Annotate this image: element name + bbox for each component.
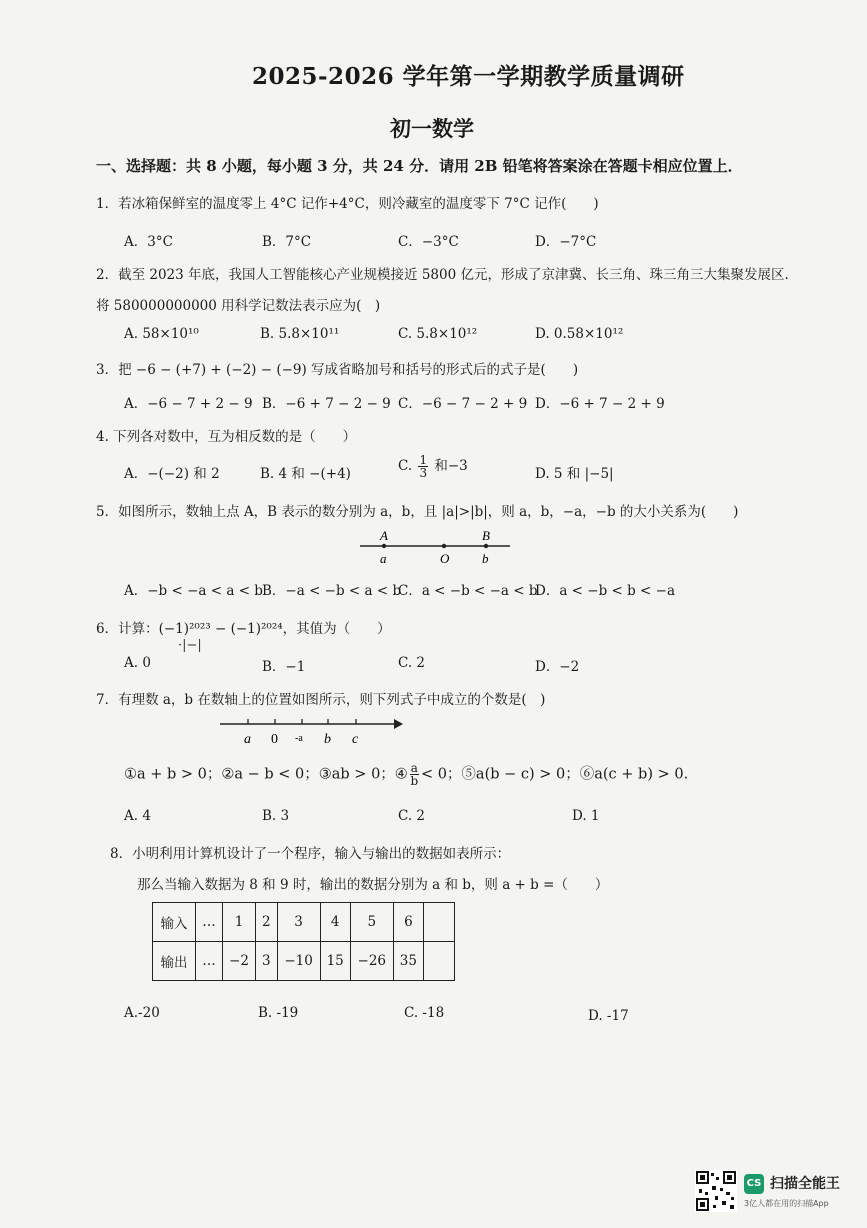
q1-option-b: B．7°C bbox=[262, 234, 312, 250]
table-cell: 3 bbox=[277, 903, 320, 942]
q8-option-a: A.-20 bbox=[124, 1005, 160, 1021]
q3-option-b: B．−6 + 7 − 2 − 9 bbox=[262, 396, 391, 412]
q4-option-c bbox=[398, 454, 468, 479]
q8-option-c: C. -18 bbox=[404, 1005, 445, 1021]
label-B: B bbox=[482, 528, 490, 543]
camscanner-logo: CS bbox=[744, 1174, 764, 1194]
axis-arrow-icon bbox=[394, 719, 403, 729]
q4-option-c-prefix: C. bbox=[398, 458, 413, 474]
point-b bbox=[484, 544, 488, 548]
table-cell: −2 bbox=[223, 942, 256, 981]
label-O: O bbox=[440, 551, 450, 566]
q3-option-d: D．−6 + 7 − 2 + 9 bbox=[535, 396, 665, 412]
q4-option-d: D. 5 和 |−5| bbox=[535, 466, 614, 482]
section-heading: 一、选择题：共 8 小题，每小题 3 分，共 24 分．请用 2B 铅笔将答案涂在答题卡相应位置上． bbox=[96, 157, 743, 175]
table-cell bbox=[423, 942, 454, 981]
question-5: 5．如图所示，数轴上点 A，B 表示的数分别为 a，b，且 |a|>|b|，则 a，b，−a，−b 的大小关系为( ) bbox=[96, 504, 739, 520]
label-A: A bbox=[380, 528, 388, 543]
fraction-numerator: 1 bbox=[419, 453, 428, 467]
q3-option-c: C．−6 − 7 − 2 + 9 bbox=[398, 396, 528, 412]
table-cell: 15 bbox=[320, 942, 350, 981]
table-cell bbox=[423, 903, 454, 942]
label-c: c bbox=[352, 732, 359, 747]
q6-option-a: A. 0 bbox=[124, 655, 151, 671]
brand-tagline: 3亿人都在用的扫描App bbox=[744, 1199, 829, 1208]
q1-option-d: D．−7°C bbox=[535, 234, 597, 250]
label-zero: 0 bbox=[271, 732, 278, 747]
point-a bbox=[382, 544, 386, 548]
q7-option-a: A. 4 bbox=[124, 808, 151, 824]
q6-option-d: D．−2 bbox=[535, 659, 580, 675]
table-cell: 5 bbox=[350, 903, 393, 942]
q5-option-a: A．−b < −a < a < b bbox=[124, 583, 263, 599]
q7-option-d: D. 1 bbox=[572, 808, 600, 824]
question-4: 4. 下列各对数中，互为相反数的是（ ） bbox=[96, 429, 357, 445]
q7-expressions bbox=[124, 762, 688, 787]
q6-option-b: B．−1 bbox=[262, 659, 306, 675]
q8-option-b: B. -19 bbox=[258, 1005, 299, 1021]
label-b: b bbox=[324, 732, 331, 747]
q5-option-d: D．a < −b < b < −a bbox=[535, 583, 676, 599]
number-line-q5 bbox=[355, 526, 520, 568]
table-row-output bbox=[153, 942, 455, 981]
q5-option-b: B．−a < −b < a < b bbox=[262, 583, 402, 599]
q7-expr-part1: ①a + b > 0；②a − b < 0；③ab > 0；④ bbox=[124, 766, 408, 783]
fraction-denominator: b bbox=[410, 774, 419, 788]
q4-option-a: A．−(−2) 和 2 bbox=[124, 466, 220, 482]
question-8-line2: 那么当输入数据为 8 和 9 时，输出的数据分别为 a 和 b，则 a + b =（ ） bbox=[137, 877, 609, 893]
table-cell: 2 bbox=[256, 903, 278, 942]
question-2-line2: 将 580000000000 用科学记数法表示应为( ) bbox=[96, 298, 381, 314]
fraction-numerator: a bbox=[410, 761, 418, 775]
table-cell: 4 bbox=[320, 903, 350, 942]
table-cell: −26 bbox=[350, 942, 393, 981]
label-a: a bbox=[244, 732, 251, 747]
q2-option-d: D. 0.58×10¹² bbox=[535, 326, 624, 342]
qr-code-icon bbox=[695, 1170, 737, 1212]
label-b: b bbox=[482, 551, 489, 566]
q7-option-b: B. 3 bbox=[262, 808, 290, 824]
handwritten-scribble: ·|−| bbox=[178, 638, 202, 653]
brand-name: 扫描全能王 bbox=[770, 1176, 840, 1192]
question-1: 1．若冰箱保鲜室的温度零上 4°C 记作+4°C，则冷藏室的温度零下 7°C 记作( ) bbox=[96, 196, 599, 212]
label-a: a bbox=[380, 551, 387, 566]
table-cell: 6 bbox=[393, 903, 423, 942]
table-cell: 输入 bbox=[153, 903, 196, 942]
number-line-q7 bbox=[215, 714, 410, 748]
point-origin bbox=[442, 544, 446, 548]
q4-option-c-suffix: 和−3 bbox=[434, 458, 468, 474]
table-cell: 3 bbox=[256, 942, 278, 981]
question-6: 6．计算：(−1)²⁰²³ − (−1)²⁰²⁴，其值为（ ） bbox=[96, 621, 391, 637]
question-3: 3．把 −6 − (+7) + (−2) − (−9) 写成省略加号和括号的形式后的式子是( ) bbox=[96, 362, 579, 378]
question-2-line1: 2．截至 2023 年底，我国人工智能核心产业规模接近 5800 亿元，形成了京津冀、长三角、珠三角三大集聚发展区. bbox=[96, 267, 789, 283]
table-cell: … bbox=[196, 942, 223, 981]
q6-option-c: C. 2 bbox=[398, 655, 426, 671]
fraction-denominator: 3 bbox=[419, 466, 428, 480]
io-table bbox=[152, 902, 455, 981]
q7-expr-part2: < 0；⑤a(b − c) > 0；⑥a(c + b) > 0. bbox=[420, 766, 689, 783]
q4-option-c-fraction bbox=[418, 454, 428, 479]
q5-option-c: C．a < −b < −a < b bbox=[398, 583, 538, 599]
table-cell: … bbox=[196, 903, 223, 942]
table-cell: −10 bbox=[277, 942, 320, 981]
table-row-input bbox=[153, 903, 455, 942]
q3-option-a: A．−6 − 7 + 2 − 9 bbox=[124, 396, 253, 412]
exam-title: 2025-2026 学年第一学期教学质量调研 bbox=[252, 63, 685, 90]
table-cell: 35 bbox=[393, 942, 423, 981]
q8-option-d: D. -17 bbox=[588, 1008, 629, 1024]
q7-fraction bbox=[410, 762, 419, 787]
q1-option-a: A．3°C bbox=[124, 234, 173, 250]
table-cell: 输出 bbox=[153, 942, 196, 981]
q4-option-b: B. 4 和 −(+4) bbox=[260, 466, 351, 482]
q2-option-c: C. 5.8×10¹² bbox=[398, 326, 478, 342]
q2-option-a: A. 58×10¹⁰ bbox=[124, 326, 199, 342]
table-cell: 1 bbox=[223, 903, 256, 942]
question-8-line1: 8．小明利用计算机设计了一个程序，输入与输出的数据如表所示： bbox=[110, 846, 511, 862]
q7-option-c: C. 2 bbox=[398, 808, 426, 824]
label-neg-a: -a bbox=[295, 733, 303, 744]
exam-subtitle: 初一数学 bbox=[390, 116, 474, 141]
question-7: 7．有理数 a，b 在数轴上的位置如图所示，则下列式子中成立的个数是( ) bbox=[96, 692, 546, 708]
q1-option-c: C．−3°C bbox=[398, 234, 459, 250]
q2-option-b: B. 5.8×10¹¹ bbox=[260, 326, 340, 342]
